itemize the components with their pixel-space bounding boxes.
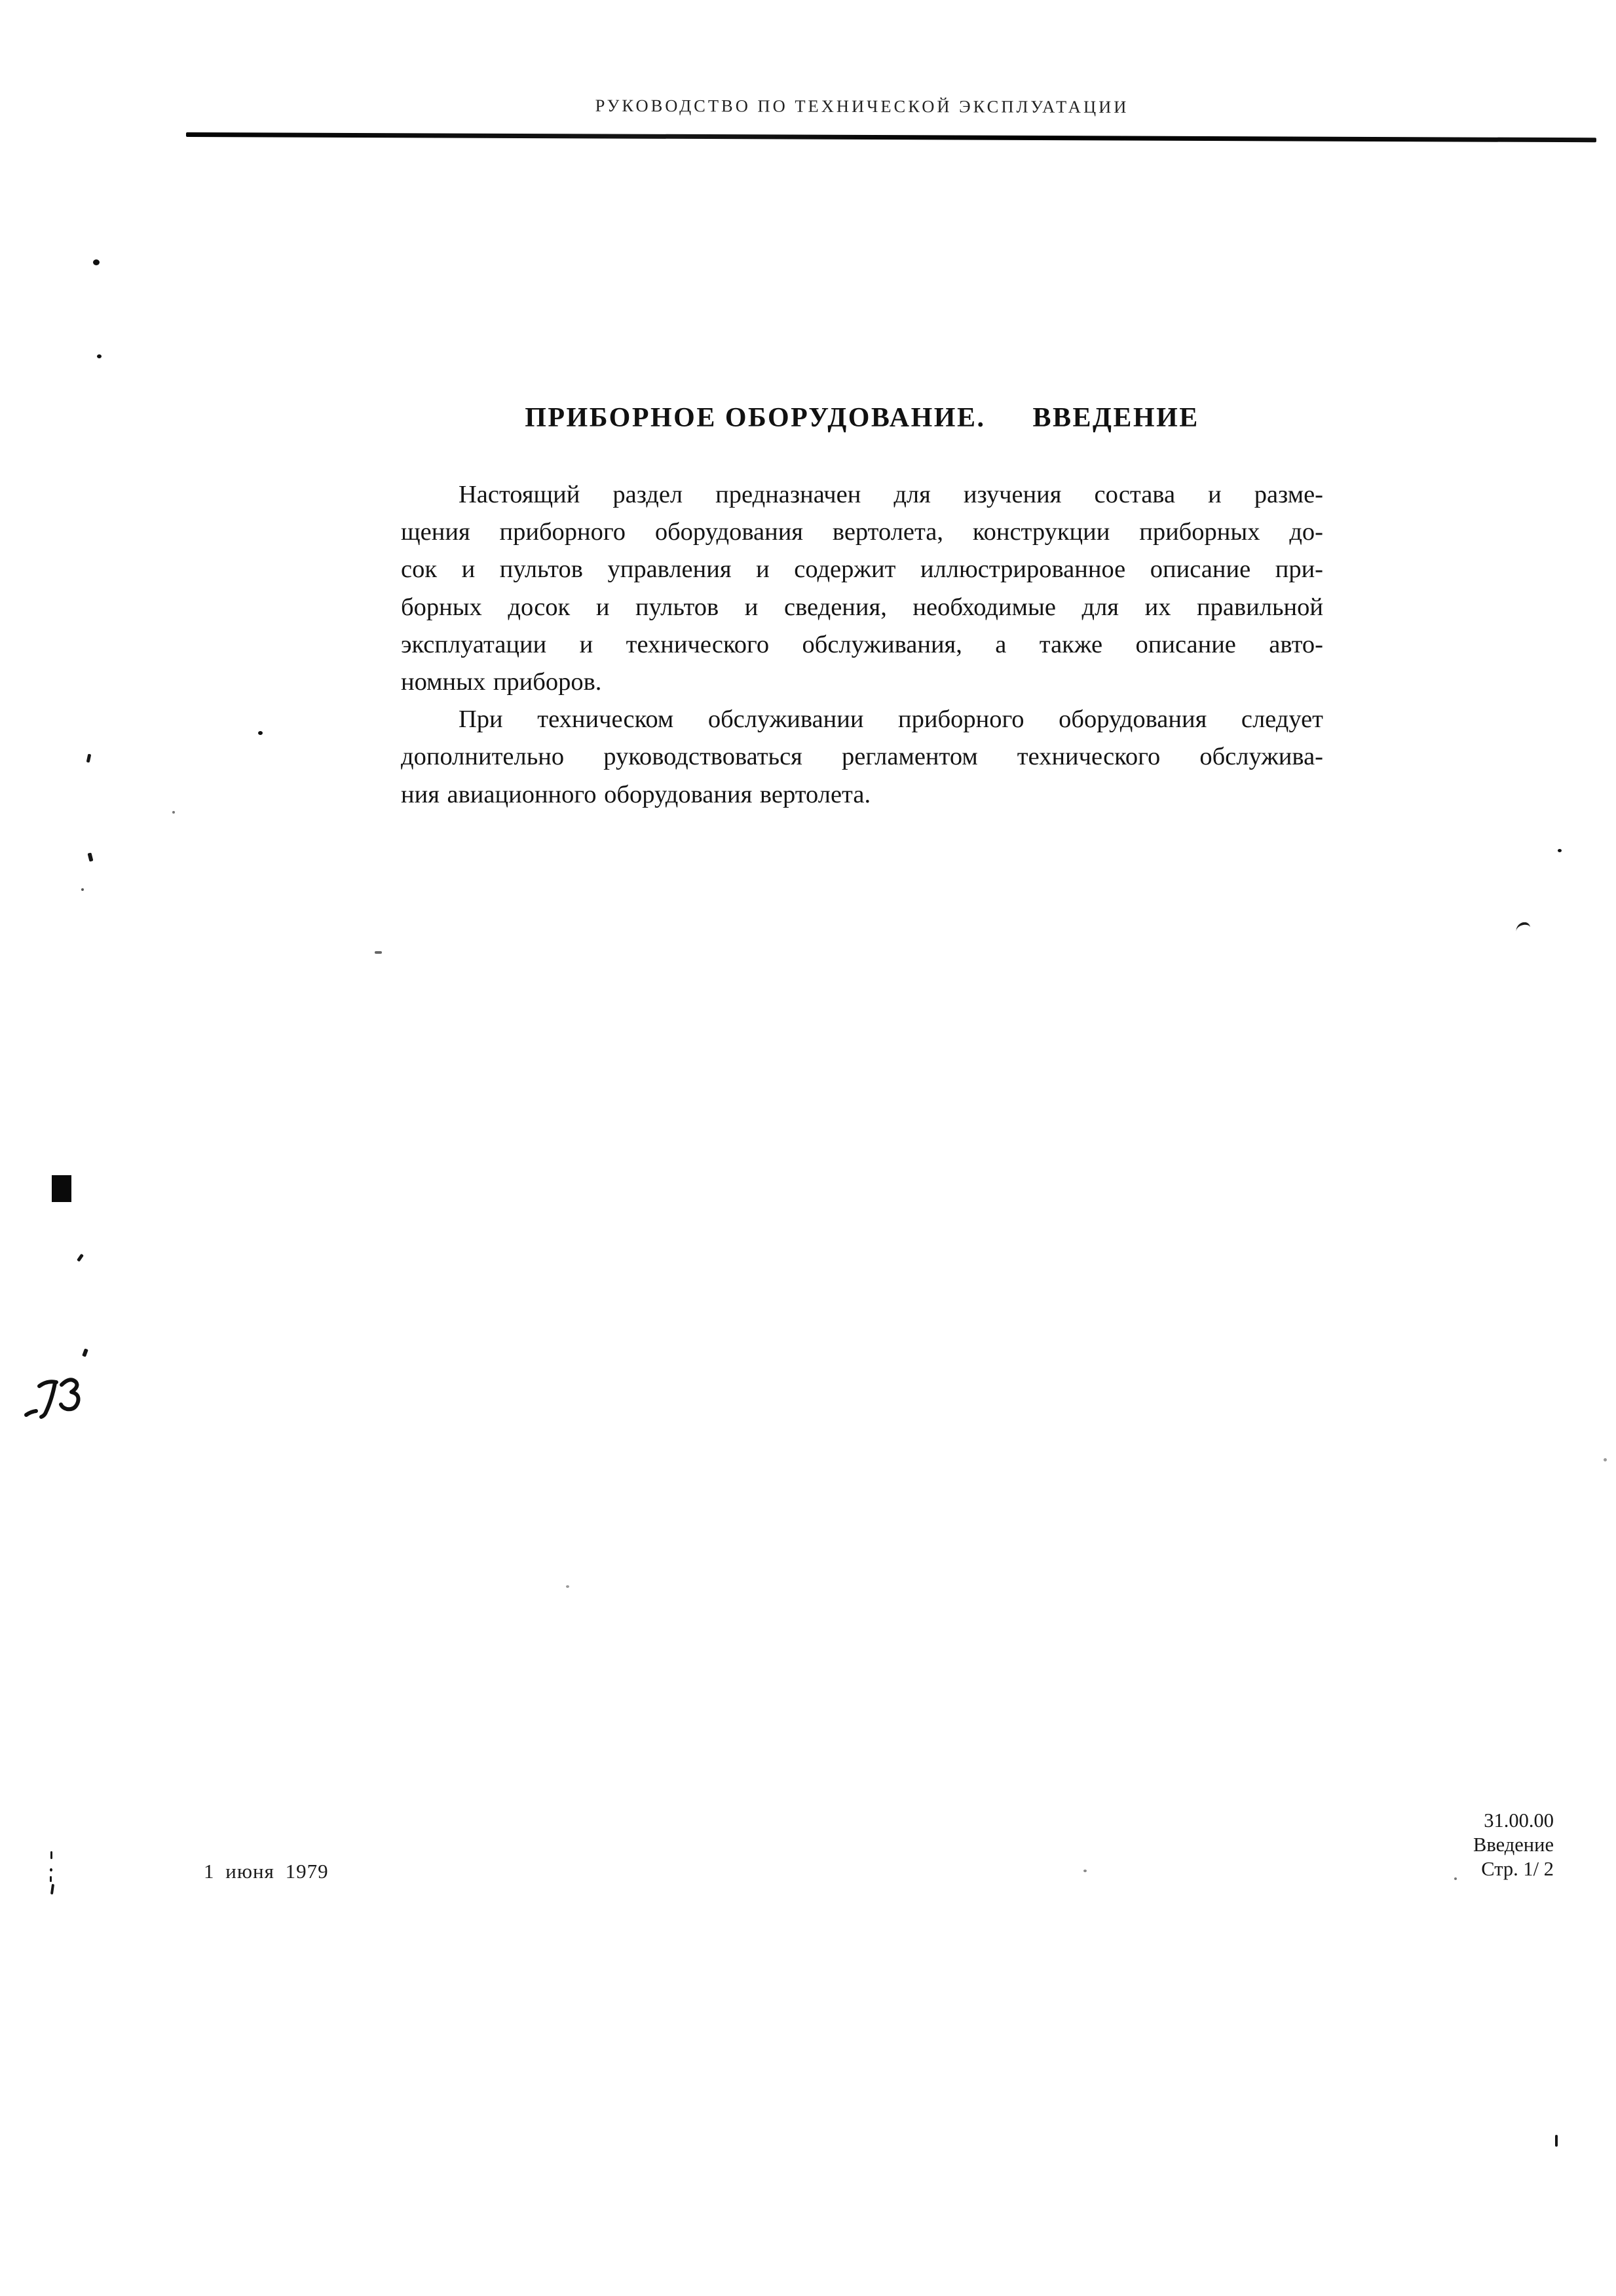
scan-speck bbox=[172, 811, 175, 814]
scan-comma bbox=[82, 1348, 88, 1357]
footer-reference-block bbox=[1473, 1809, 1554, 1881]
running-header-title: РУКОВОДСТВО ПО ТЕХНИЧЕСКОЙ ЭКСПЛУАТАЦИИ bbox=[595, 95, 1129, 117]
scan-speck bbox=[93, 259, 100, 265]
scan-tick bbox=[50, 1851, 52, 1859]
scan-tick bbox=[88, 852, 94, 861]
scan-speck bbox=[50, 1868, 52, 1872]
scan-speck bbox=[258, 731, 263, 735]
paragraph-line: дополнительно руководствоваться регламентом технического обслужива- bbox=[401, 743, 1323, 771]
scan-speck bbox=[97, 354, 102, 358]
scan-comma bbox=[50, 1884, 54, 1894]
paragraph-line: сок и пультов управления и содержит иллюстрированное описание при- bbox=[401, 555, 1323, 584]
footer-section-number: 31.00.00 bbox=[1484, 1809, 1554, 1832]
paragraph-line: номных приборов. bbox=[401, 668, 602, 696]
header-rule bbox=[186, 132, 1596, 142]
scan-speck bbox=[1454, 1877, 1457, 1880]
footer-revision-date: 1 июня 1979 bbox=[204, 1860, 329, 1883]
scan-speck bbox=[566, 1585, 569, 1588]
section-title bbox=[401, 402, 1323, 434]
scan-squiggle bbox=[1515, 922, 1530, 932]
body-text bbox=[401, 476, 1323, 814]
paragraph-line: эксплуатации и технического обслуживания, а также описание авто- bbox=[401, 630, 1323, 658]
paragraph-line: При техническом обслуживании приборного оборудования следует bbox=[459, 706, 1323, 734]
footer-page-number: Стр. 1/ 2 bbox=[1481, 1857, 1554, 1880]
handwritten-page-number bbox=[24, 1373, 84, 1424]
ink-square-mark bbox=[52, 1175, 71, 1202]
scan-tick bbox=[1555, 2135, 1558, 2147]
paragraph-line: борных досок и пультов и сведения, необходимые для их правильной bbox=[401, 593, 1323, 621]
scan-dash bbox=[375, 951, 382, 954]
scan-speck bbox=[1604, 1458, 1607, 1461]
paragraph-line: ния авиационного оборудования вертолета. bbox=[401, 780, 871, 808]
scan-speck bbox=[81, 888, 84, 891]
scan-tick bbox=[50, 1876, 52, 1882]
scan-tick bbox=[86, 754, 92, 763]
footer-section-name: Введение bbox=[1473, 1833, 1554, 1856]
section-title-equipment: ПРИБОРНОЕ ОБОРУДОВАНИЕ. bbox=[525, 403, 986, 433]
scan-speck bbox=[1558, 849, 1562, 852]
section-title-introduction: ВВЕДЕНИЕ bbox=[1032, 403, 1199, 433]
handwriting-73-strokes bbox=[24, 1373, 84, 1424]
scan-comma bbox=[77, 1254, 84, 1262]
paragraph-line: щения приборного оборудования вертолета, конструкции приборных до- bbox=[401, 518, 1323, 546]
paragraph-line: Настоящий раздел предназначен для изучения состава и разме- bbox=[459, 481, 1323, 508]
scan-speck bbox=[1083, 1870, 1087, 1872]
